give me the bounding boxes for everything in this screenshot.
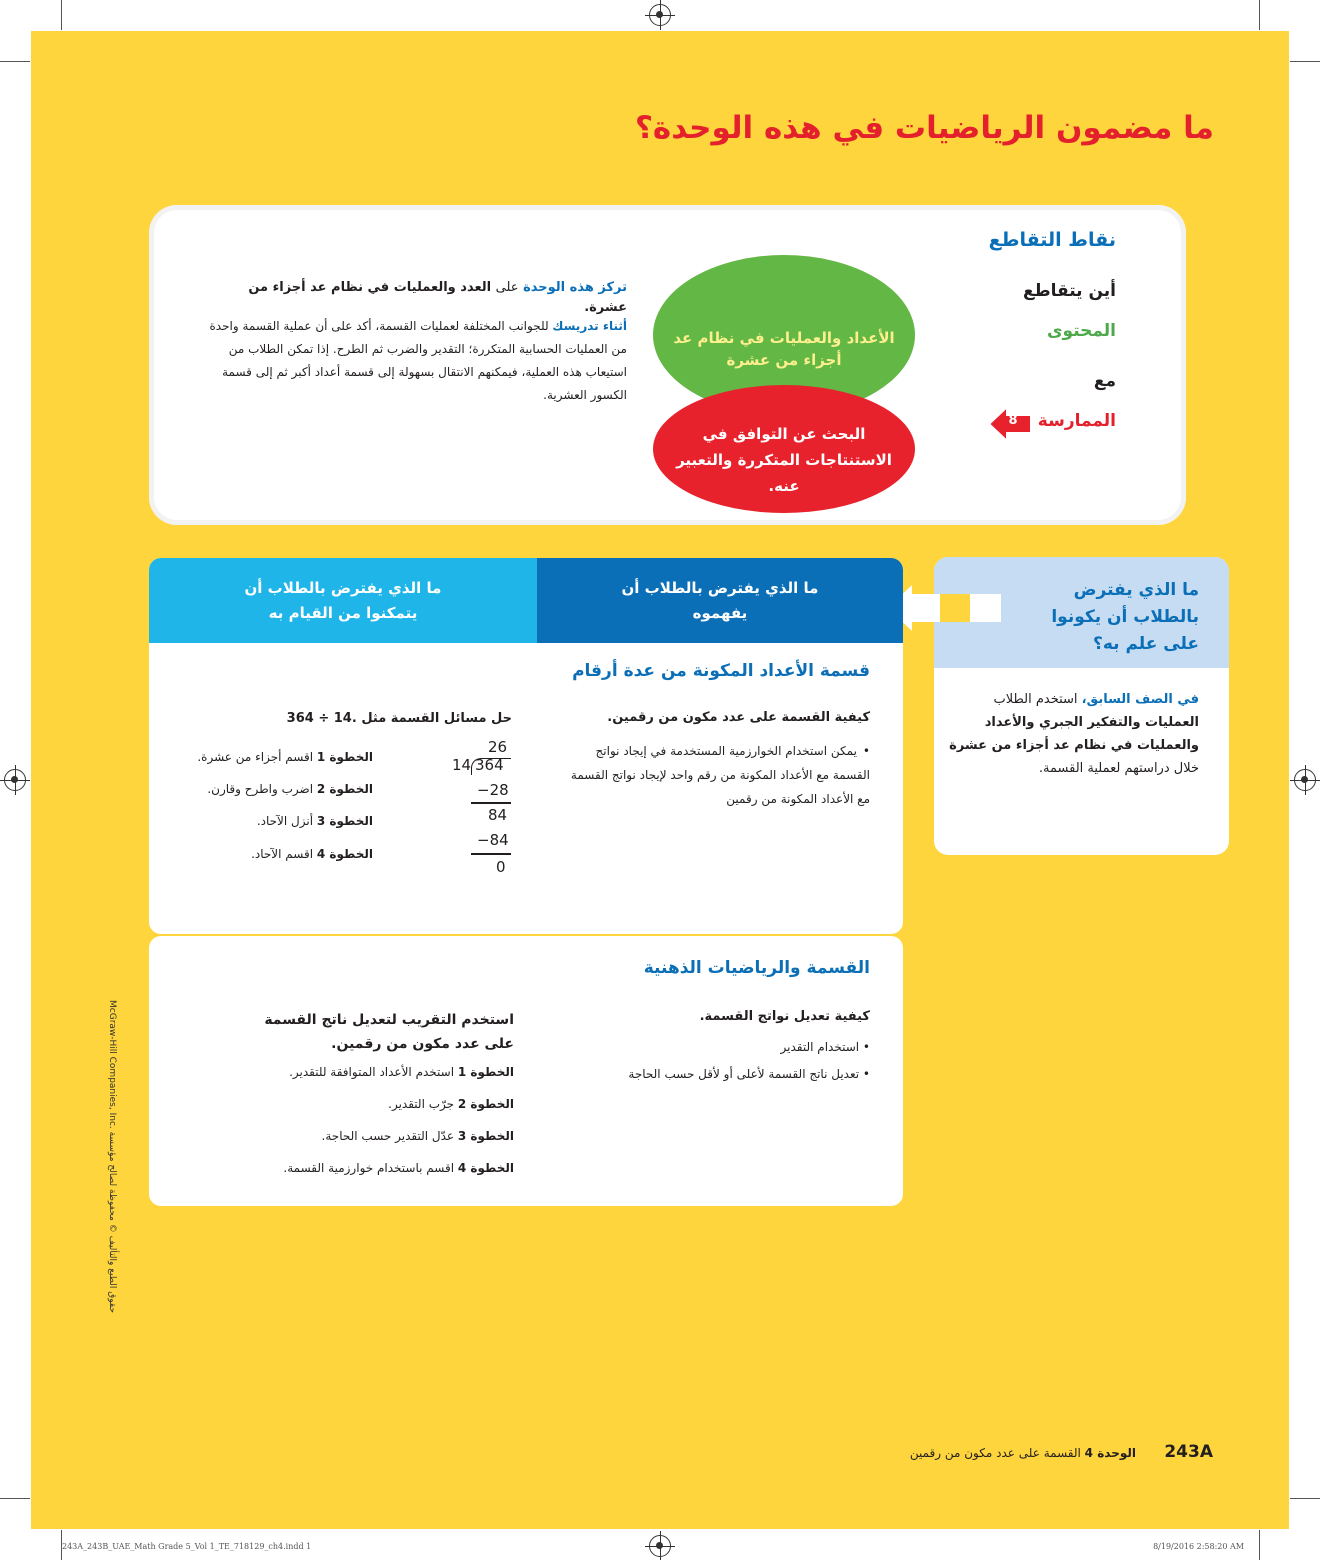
copyright-credit: McGraw-Hill Companies, Inc. حقوق الطبع والتأليف © محفوظة لصالح مؤسسة <box>107 1000 117 1314</box>
practice-number: 8 <box>1008 413 1018 428</box>
focus-rest: العدد والعمليات في نظام عد أجزاء من عشرة. <box>248 280 627 315</box>
with-label: مع <box>1093 371 1116 391</box>
estimation-step <box>289 1065 514 1079</box>
step-text: اقسم باستخدام خوارزمية القسمة. <box>283 1161 455 1175</box>
can-do-header-text: ما الذي يفترض بالطلاب أن يتمكنوا من القيام به <box>244 579 442 622</box>
can-head-expression: 364 ÷ 14. <box>286 711 357 726</box>
crop-mark <box>1259 1530 1260 1560</box>
crop-mark <box>1259 0 1260 30</box>
step-text: جرّب التقدير. <box>388 1097 455 1111</box>
can-head-prefix: حل مسائل القسمة مثل <box>361 711 512 726</box>
page-title: ما مضمون الرياضيات في هذه الوحدة؟ <box>634 110 1214 146</box>
practice-ellipse-text: البحث عن التوافق في الاستنتاجات المتكررة والتعبير عنه. <box>676 425 892 495</box>
step-text: استخدم الأعداد المتوافقة للتقدير. <box>289 1065 455 1079</box>
registration-mark-icon <box>649 1535 671 1557</box>
crop-mark <box>1290 61 1320 62</box>
arrow-stripe <box>940 594 970 622</box>
division-subtract-1: −28 <box>477 781 509 799</box>
prior-tail: خلال دراستهم لعملية القسمة. <box>1038 761 1199 776</box>
step-label: الخطوة 4 <box>457 1161 514 1175</box>
intersection-title: نقاط التقاطع <box>988 229 1116 251</box>
section2-can-do-heading: استخدم التقريب لتعديل ناتج القسمة على عدد مكون من رقمين. <box>264 1012 514 1052</box>
prior-lead-rest: استخدم الطلاب <box>993 692 1078 707</box>
step-text: اقسم أجزاء من عشرة. <box>197 750 314 764</box>
section2-bullet: • استخدام التقدير <box>780 1040 870 1054</box>
prior-lead: في الصف السابق، <box>1081 692 1199 707</box>
division-line <box>471 802 511 804</box>
division-line <box>471 853 511 855</box>
estimation-step <box>283 1161 514 1175</box>
division-step <box>257 814 373 828</box>
division-remainder-2: 0 <box>496 858 506 876</box>
focus-paragraph <box>221 278 627 318</box>
section2-bullet: • تعديل ناتج القسمة لأعلى أو لأقل حسب الحاجة <box>628 1067 870 1081</box>
prior-bold-text: العمليات والتفكير الجبري والأعداد والعمليات في نظام عد أجزاء من عشرة <box>949 715 1199 753</box>
division-remainder-1: 84 <box>488 806 508 824</box>
can-do-header <box>149 558 537 643</box>
practice-label: الممارسة <box>1037 411 1116 431</box>
teach-lead: أثناء تدريسك <box>552 319 627 333</box>
crop-mark <box>0 1498 30 1499</box>
section2-title: القسمة والرياضيات الذهنية <box>643 958 870 978</box>
content-ellipse-text: الأعداد والعمليات في نظام عد أجزاء من عشرة <box>673 329 895 369</box>
step-label: الخطوة 2 <box>316 782 373 796</box>
division-quotient: 26 <box>488 738 508 756</box>
footer-unit-text <box>910 1446 1136 1460</box>
where-label: أين يتقاطع <box>1023 281 1116 301</box>
crop-mark <box>0 61 30 62</box>
teaching-paragraph <box>201 315 627 407</box>
division-subtract-2: −84 <box>477 831 509 849</box>
step-text: أنزل الآحاد. <box>256 814 314 828</box>
division-step <box>207 782 373 796</box>
content-label: المحتوى <box>1046 321 1116 341</box>
step-label: الخطوة 4 <box>316 847 373 861</box>
footer-unit-label: الوحدة 4 <box>1084 1446 1136 1460</box>
crop-mark <box>1290 1498 1320 1499</box>
step-text: اقسم الآحاد. <box>251 847 314 861</box>
section1-understand-question: كيفية القسمة على عدد مكون من رقمين. <box>607 710 870 725</box>
division-step <box>251 847 373 861</box>
division-step <box>197 750 373 764</box>
slug-file: 243A_243B_UAE_Math Grade 5_Vol 1_TE_718129_ch4.indd 1 <box>62 1542 312 1551</box>
step-label: الخطوة 3 <box>316 814 373 828</box>
registration-mark-icon <box>4 769 26 791</box>
step-text: عدّل التقدير حسب الحاجة. <box>321 1129 455 1143</box>
understand-header <box>537 558 903 643</box>
step-text: اضرب واطرح وقارن. <box>207 782 314 796</box>
registration-mark-icon <box>1294 769 1316 791</box>
prior-knowledge-title: ما الذي يفترض بالطلاب أن يكونوا على علم به؟ <box>1051 580 1199 654</box>
focus-mid: على <box>495 280 519 295</box>
section2-understand-question: كيفية تعديل نواتج القسمة. <box>699 1009 870 1024</box>
estimation-step <box>388 1097 514 1111</box>
section1-can-do-heading <box>287 711 512 726</box>
bullet-text: تعديل ناتج القسمة لأعلى أو لأقل حسب الحاجة <box>628 1067 860 1081</box>
section1-understand-bullet: •يمكن استخدام الخوارزمية المستخدمة في إيجاد نواتج القسمة مع الأعداد المكونة من رقم واحد لإيجاد نواتج القسمة مع الأعداد المكونة من رقمين <box>570 744 870 806</box>
mental-math-panel <box>149 936 903 1206</box>
section1-bullet-text: يمكن استخدام الخوارزمية المستخدمة في إيجاد نواتج القسمة مع الأعداد المكونة من رقم واحد لإيجاد نواتج القسمة مع الأعداد المكونة من رقمين <box>570 744 870 806</box>
division-dividend: 364 <box>475 756 504 774</box>
step-label: الخطوة 2 <box>457 1097 514 1111</box>
estimation-step <box>322 1129 514 1143</box>
prior-knowledge-body <box>939 688 1199 780</box>
slug-date: 8/19/2016 2:58:20 AM <box>1153 1542 1244 1551</box>
bullet-text: استخدام التقدير <box>780 1040 860 1054</box>
step-label: الخطوة 3 <box>457 1129 514 1143</box>
step-label: الخطوة 1 <box>457 1065 514 1079</box>
understanding-panel <box>149 558 903 934</box>
focus-lead: تركز هذه الوحدة <box>523 280 627 295</box>
page-number: 243A <box>1164 1442 1213 1462</box>
crop-mark <box>61 0 62 30</box>
step-label: الخطوة 1 <box>316 750 373 764</box>
registration-mark-icon <box>649 4 671 26</box>
footer-unit-title: القسمة على عدد مكون من رقمين <box>909 1446 1081 1460</box>
division-divisor: 14 <box>452 756 472 774</box>
section1-title: قسمة الأعداد المكونة من عدة أرقام <box>572 661 870 681</box>
teach-rest: للجوانب المختلفة لعمليات القسمة، أكد على أن عملية القسمة واحدة من العمليات الحسابية المتكررة؛ التقدير والضرب ثم الطرح. إذا تمكن الطلاب من استيعاب هذه العملية، فيمكنهم الانتقال بسهولة إلى قسمة أعداد أكبر ثم إلى قسمة الكسور العشرية. <box>209 319 627 402</box>
intersection-card <box>149 205 1186 525</box>
understand-header-text: ما الذي يفترض بالطلاب أن يفهموه <box>621 579 819 622</box>
